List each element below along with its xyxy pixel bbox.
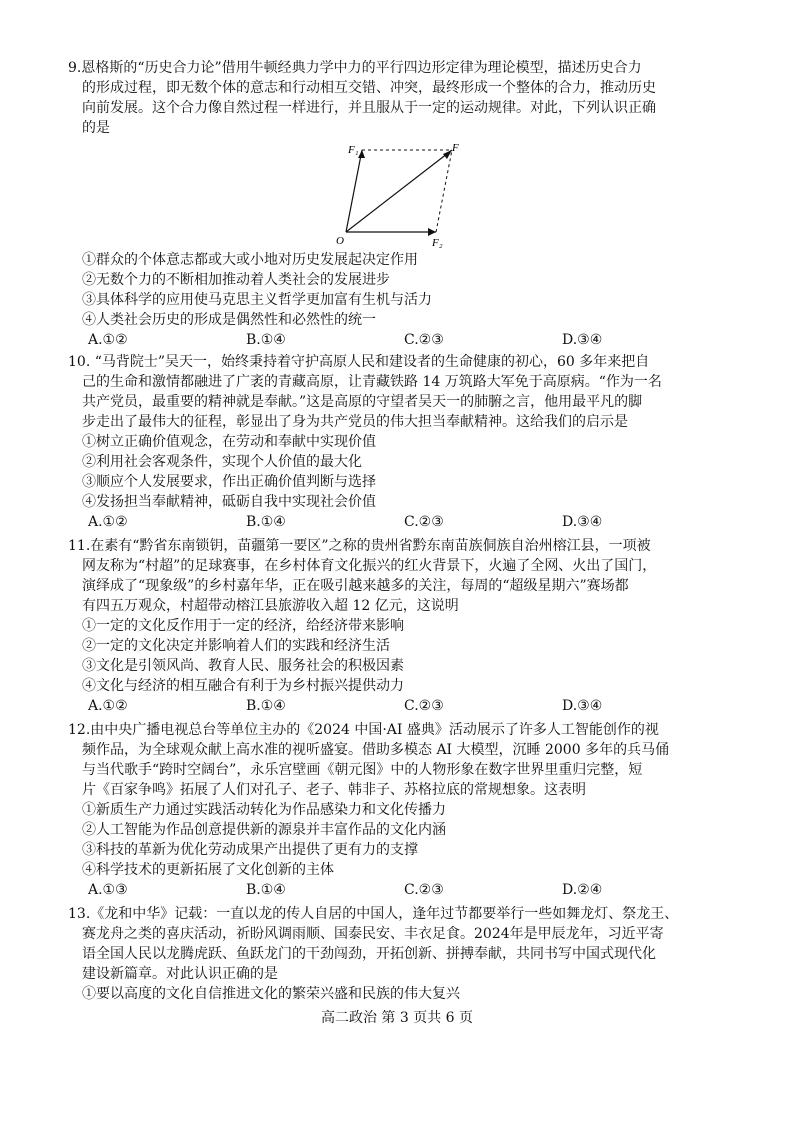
option-a[interactable]: A.①②	[88, 514, 128, 530]
arrow-f2	[428, 228, 436, 236]
question-12	[68, 720, 728, 900]
option-c[interactable]: C.②③	[404, 514, 444, 530]
option-b[interactable]: B.①④	[246, 332, 286, 348]
stem-line: 共产党员，最重要的精神就是奉献。”这是高原的守望者吴天一的肺腑之言，他用最平凡的脚	[82, 394, 643, 410]
choice-item: ④发扬担当奉献精神，砥砺自我中实现社会价值	[82, 494, 376, 510]
stem-line: 与当代歌手“跨时空阔台”，永乐宫壁画《朝元图》中的人物形象在数字世界里重归完整，短	[82, 762, 643, 778]
force-parallelogram-diagram	[336, 140, 466, 250]
stem-line: 频作品，为全球观众献上高水准的视听盛宴。借助多模态 AI 大模型，沉睡 2000 多年的兵马俑	[82, 742, 670, 758]
option-b[interactable]: B.①④	[246, 514, 286, 530]
arrow-f1	[358, 150, 365, 158]
choice-item: ④科学技术的更新拓展了文化创新的主体	[82, 862, 334, 878]
stem-line: 步走出了最伟大的征程，彰显出了身为共产党员的伟大担当奉献精神。这给我们的启示是	[82, 414, 628, 430]
stem-line: 向前发展。这个合力像自然过程一样进行，并且服从于一定的运动规律。对此，下列认识正确	[82, 100, 656, 116]
choice-item: ②利用社会客观条件，实现个人价值的最大化	[82, 454, 362, 470]
choice-item: ①要以高度的文化自信推进文化的繁荣兴盛和民族的伟大复兴	[82, 986, 460, 1002]
stem-line: 有四五万观众，村超带动榕江县旅游收入超 12 亿元，这说明	[82, 598, 459, 614]
label-o: O	[336, 235, 344, 247]
option-c[interactable]: C.②③	[404, 332, 444, 348]
stem-line: 的是	[82, 120, 110, 136]
label-f1: F₁	[348, 144, 359, 156]
stem-line: 13.《龙和中华》记载：一直以龙的传人自居的中国人，逢年过节都要举行一些如舞龙灯、祭龙王、	[68, 906, 679, 922]
stem-line: 片《百家争鸣》拓展了人们对孔子、老子、韩非子、苏格拉底的常规想象。这表明	[82, 782, 586, 798]
question-13	[68, 904, 728, 1004]
answer-options	[82, 880, 728, 900]
stem-line: 赛龙舟之类的喜庆活动，祈盼风调雨顺、国泰民安、丰衣足食。2024年是甲辰龙年，习近平寄	[82, 926, 664, 942]
option-a[interactable]: A.①②	[88, 332, 128, 348]
stem-line: 11.在素有“黔省东南锁钥，苗疆第一要区”之称的贵州省黔东南苗族侗族自治州榕江县，一项被	[68, 538, 651, 554]
choice-item: ③具体科学的应用使马克思主义哲学更加富有生机与活力	[82, 292, 432, 308]
choice-item: ④人类社会历史的形成是偶然性和必然性的统一	[82, 312, 376, 328]
stem-line: 建设新篇章。对此认识正确的是	[82, 966, 278, 982]
option-d[interactable]: D.③④	[562, 332, 603, 348]
stem-line: 的形成过程，即无数个体的意志和行动相互交错、冲突，最终形成一个整体的合力，推动历史	[82, 80, 656, 96]
stem-line: 语全国人民以龙腾虎跃、鱼跃龙门的干劲闯劲，开拓创新、拼搏奉献，共同书写中国式现代化	[82, 946, 656, 962]
option-a[interactable]: A.①②	[88, 698, 128, 714]
stem-line: 网友称为“村超”的足球赛事，在乡村体育文化振兴的红火背景下，火遍了全网、火出了国门，	[82, 558, 657, 574]
choice-item: ①新质生产力通过实践活动转化为作品感染力和文化传播力	[82, 802, 446, 818]
page-footer: 高二政治 第 3 页共 6 页	[320, 1010, 474, 1026]
option-d[interactable]: D.③④	[562, 514, 603, 530]
question-11	[68, 536, 728, 716]
choice-item: ④文化与经济的相互融合有利于为乡村振兴提供动力	[82, 678, 404, 694]
stem-line: 演绎成了“现象级”的乡村嘉年华，正在吸引越来越多的关注，每周的“超级星期六”赛场都	[82, 578, 629, 594]
vector-f1	[346, 150, 362, 232]
option-d[interactable]: D.②④	[562, 882, 603, 898]
question-9	[68, 58, 728, 138]
choice-item: ③科技的革新为优化劳动成果产出提供了更有力的支撑	[82, 842, 418, 858]
choice-item: ②无数个力的不断相加推动着人类社会的发展进步	[82, 272, 390, 288]
label-f2: F₂	[432, 237, 443, 249]
stem-line: 己的生命和激情都融进了广袤的青藏高原，让青藏铁路 14 万筑路大军免于高原病。“作为一名	[82, 374, 662, 390]
stem-line: 9.恩格斯的“历史合力论”借用牛顿经典力学中力的平行四边形定律为理论模型，描述历史合力	[68, 60, 642, 76]
option-d[interactable]: D.③④	[562, 698, 603, 714]
question-9-items	[68, 250, 728, 350]
stem-line: 10. “马背院士”吴天一，始终秉持着守护高原人民和建设者的生命健康的初心，60 多年来把自	[68, 354, 650, 370]
choice-item: ②人工智能为作品创意提供新的源泉并丰富作品的文化内涵	[82, 822, 446, 838]
answer-options	[82, 696, 728, 716]
option-c[interactable]: C.②③	[404, 882, 444, 898]
option-a[interactable]: A.①③	[88, 882, 128, 898]
stem-line: 12.由中央广播电视总台等单位主办的《2024 中国·AI 盛典》活动展示了许多人工智能创作的视	[68, 722, 659, 738]
vector-resultant	[346, 150, 452, 232]
answer-options	[82, 330, 728, 350]
question-10	[68, 352, 728, 532]
option-b[interactable]: B.①④	[246, 698, 286, 714]
choice-item: ①群众的个体意志都或大或小地对历史发展起决定作用	[82, 252, 418, 268]
answer-options	[82, 512, 728, 532]
choice-item: ③文化是引领风尚、教育人民、服务社会的积极因素	[82, 658, 404, 674]
dashed-right	[436, 150, 452, 232]
option-c[interactable]: C.②③	[404, 698, 444, 714]
choice-item: ①树立正确价值观念，在劳动和奉献中实现价值	[82, 434, 376, 450]
choice-item: ①一定的文化反作用于一定的经济，给经济带来影响	[82, 618, 404, 634]
choice-item: ③顺应个人发展要求，作出正确价值判断与选择	[82, 474, 376, 490]
question-9-stem	[68, 58, 728, 138]
choice-item: ②一定的文化决定并影响着人们的实践和经济生活	[82, 638, 390, 654]
option-b[interactable]: B.①④	[246, 882, 286, 898]
label-f: F	[452, 142, 459, 154]
